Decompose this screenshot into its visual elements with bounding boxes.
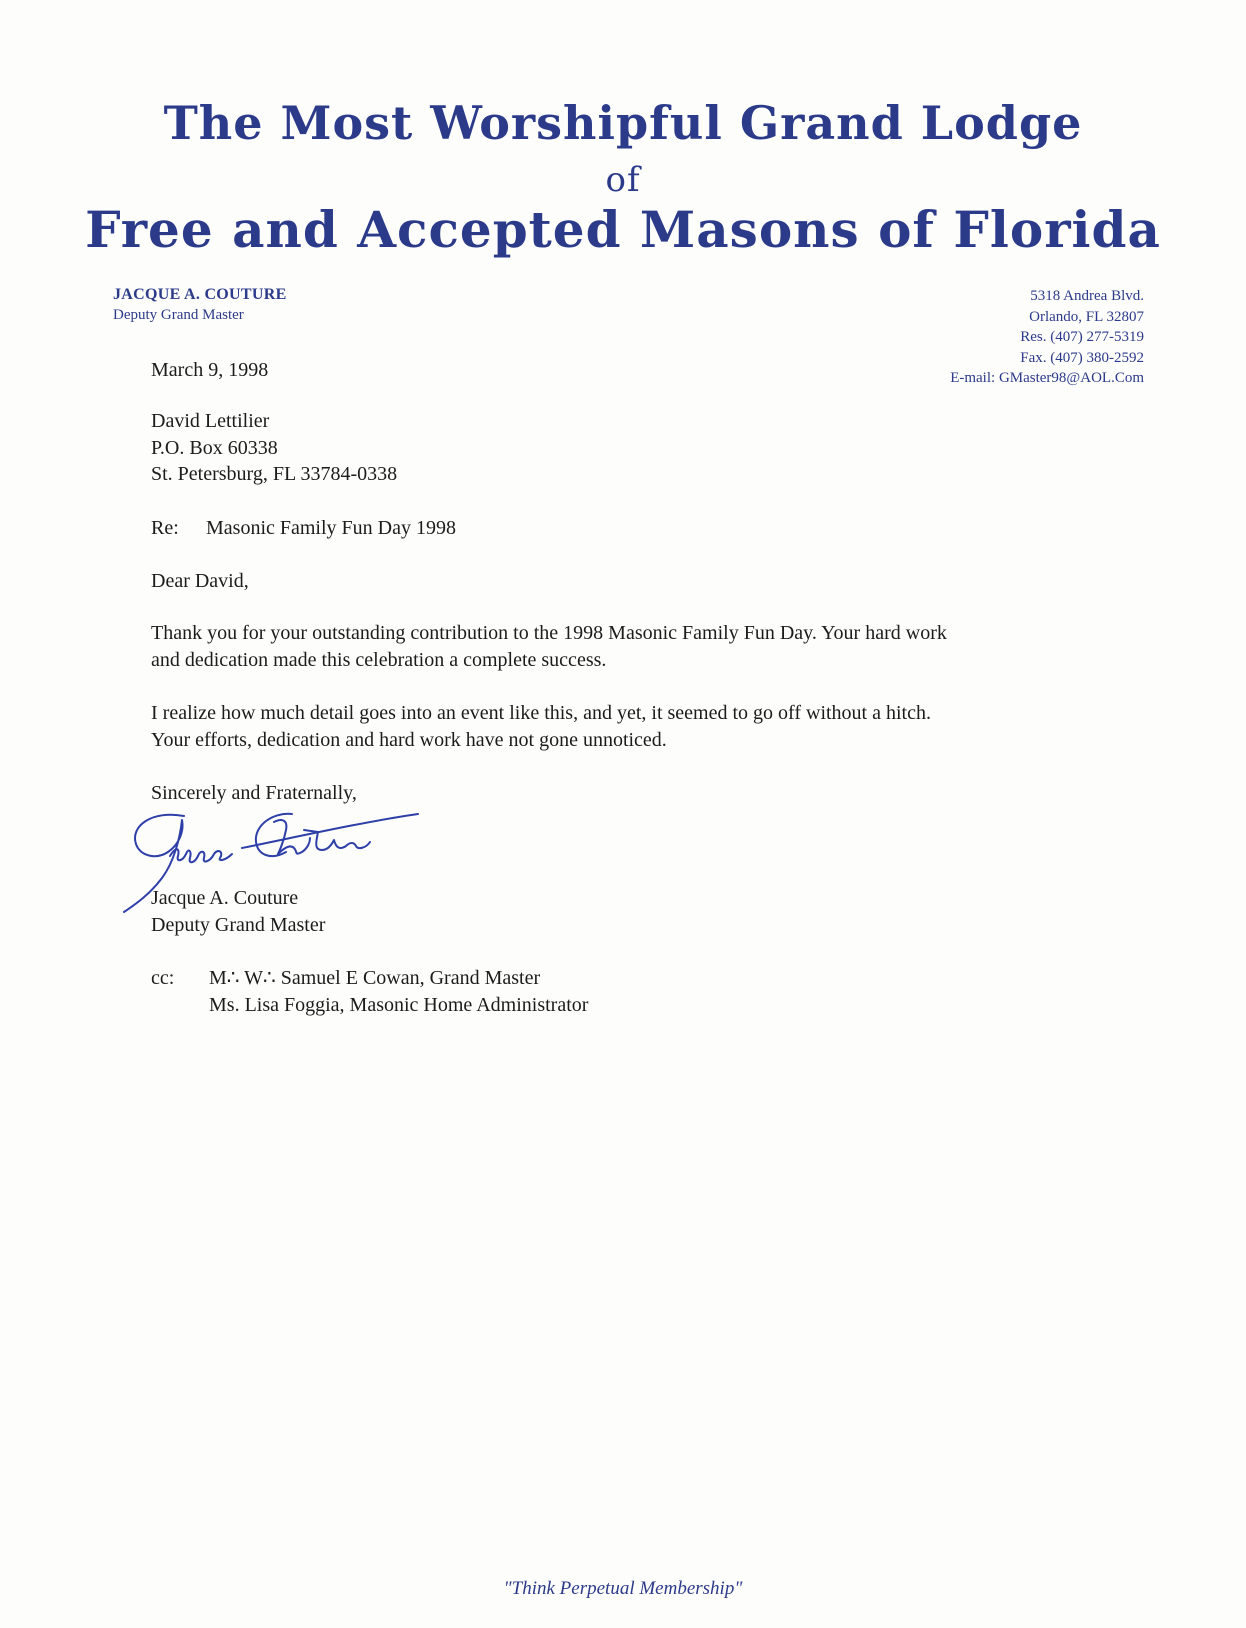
closing: Sincerely and Fraternally, (151, 782, 357, 804)
recipient-address-line1: P.O. Box 60338 (151, 436, 278, 459)
cc-label: cc: (151, 967, 175, 989)
subject-line (151, 515, 456, 542)
contact-email: E-mail: GMaster98@AOL.Com (950, 370, 1144, 386)
signer-title: Deputy Grand Master (151, 913, 326, 936)
paragraph-2-line1: I realize how much detail goes into an event like this, and yet, it seemed to go off without a hitch. (151, 702, 931, 724)
contact-fax: Fax. (407) 380-2592 (1020, 349, 1144, 366)
signer-block (151, 885, 325, 938)
cc-block (151, 965, 588, 1018)
cc-row-1 (151, 965, 588, 992)
letter-date: March 9, 1998 (151, 359, 269, 381)
cc-row-2 (151, 992, 588, 1019)
letterhead-title-line2: of (605, 160, 641, 200)
letterhead-title-line1: The Most Worshipful Grand Lodge (163, 96, 1083, 150)
recipient-address (151, 408, 397, 488)
paragraph-2-line2: Your efforts, dedication and hard work have not gone unnoticed. (151, 728, 667, 751)
sender-name: JACQUE A. COUTURE (113, 286, 287, 303)
contact-residence-phone: Res. (407) 277-5319 (1020, 329, 1144, 345)
subject-text: Masonic Family Fun Day 1998 (206, 517, 456, 539)
contact-block (824, 286, 1144, 389)
recipient-address-line2: St. Petersburg, FL 33784-0338 (151, 463, 398, 485)
paragraph-2 (151, 700, 1111, 753)
recipient-name: David Lettilier (151, 410, 270, 432)
subject-label: Re: (151, 517, 179, 539)
signer-name: Jacque A. Couture (151, 887, 299, 909)
letterhead-title-line3: Free and Accepted Masons of Florida (85, 200, 1161, 259)
paragraph-1-line2: and dedication made this celebration a complete success. (151, 648, 607, 671)
contact-address-line1: 5318 Andrea Blvd. (1030, 288, 1144, 304)
contact-address-line2: Orlando, FL 32807 (1029, 308, 1144, 325)
sender-title: Deputy Grand Master (113, 307, 244, 323)
salutation: Dear David, (151, 570, 249, 592)
footer-motto: "Think Perpetual Membership" (503, 1578, 743, 1599)
paragraph-1-line1: Thank you for your outstanding contribution to the 1998 Masonic Family Fun Day. Your hard work (151, 622, 947, 644)
cc-recipient-1: M∴ W∴ Samuel E Cowan, Grand Master (209, 967, 541, 989)
cc-recipient-2: Ms. Lisa Foggia, Masonic Home Administrator (209, 993, 589, 1016)
paragraph-1 (151, 620, 1111, 673)
sender-block (113, 284, 287, 326)
